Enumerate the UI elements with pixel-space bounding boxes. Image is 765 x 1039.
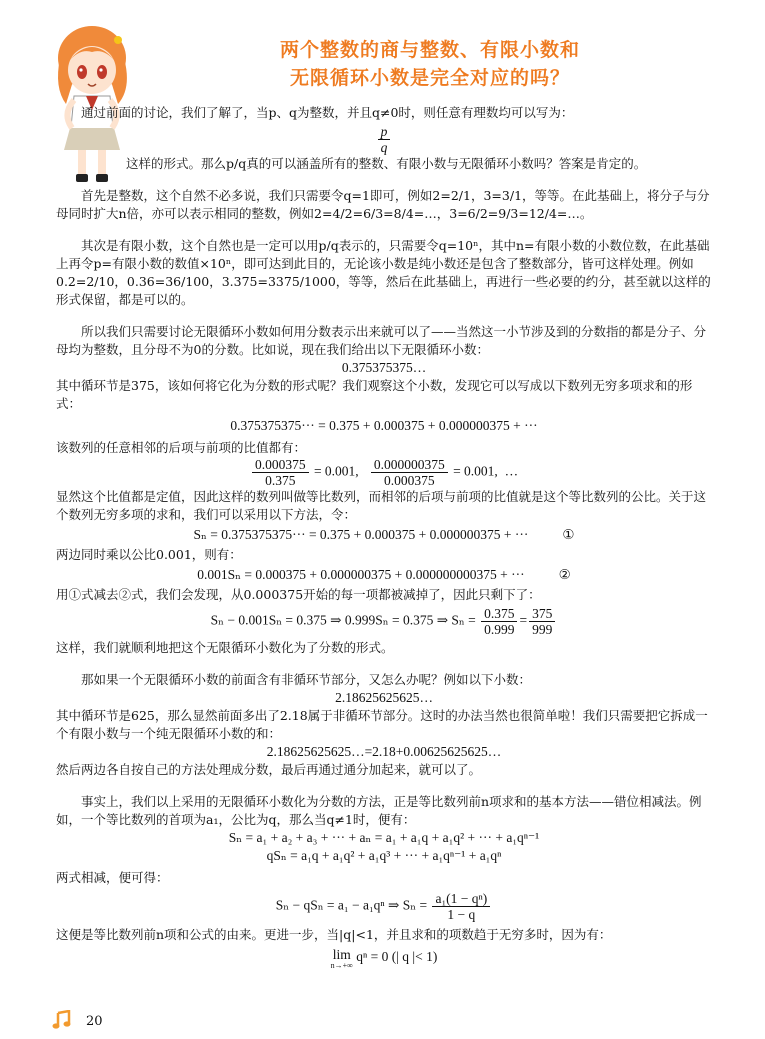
page-title [150,36,710,92]
subtract-paragraph-2: 两式相减，便可得： [56,870,169,885]
ratio-ellipsis: … [504,463,519,479]
eq3-frac-1-num: 0.375 [481,606,517,622]
multiply-paragraph: 两边同时乘以公比0.001，则有： [56,547,242,562]
limit-expression: qⁿ = 0 (| q |< 1) [356,949,438,964]
equation-2 [56,566,712,584]
ratio-intro: 该数列的任意相邻的后项与前项的比值都有： [56,440,307,455]
mixed-conclusion: 然后两边各自按自己的方法处理成分数，最后再通过通分加起来，就可以了。 [56,762,482,777]
repeating-explanation: 其中循环节是375，该如何将它化为分数的形式呢？我们观察这个小数，发现它可以写成以下数列无穷多项求和的形式： [56,378,693,411]
equation-3: Sₙ − 0.001Sₙ = 0.375 ⇒ 0.999Sₙ = 0.375 ⇒ Sₙ = $\frac{0.375}{0.999}$ = $\frac{375}{999}$ [56,606,712,637]
ratio-2-num: 0.000000375 [371,457,448,473]
equation-final-left: Sₙ − qSₙ = a₁ − a₁qⁿ ⇒ Sₙ = [275,897,428,913]
music-note-icon [52,1010,72,1030]
repeating-decimal-paragraph: 所以我们只需要讨论无限循环小数如何用分数表示出来就可以了——当然这一小节涉及到的分数指的都是分子、分母均为整数，且分母不为0的分数。比如说，现在我们给出以下无限循环小数： [56,324,707,357]
finite-decimal-paragraph: 其次是有限小数，这个自然也是一定可以用p/q表示的，只需要令q=10ⁿ，其中n=有限小数的小数位数，在此基础上再令p=有限小数的数值×10ⁿ，即可达到此目的，无论该小数是纯小数还是包含了整数部分，皆可这样处理。例如0.2=2/10，0.36=36/100，3.375=3375/1000，等等，然后在此基础上，再进行一些必要的约分，甚至就以这样的形式保留，都是可以的。 [56,238,711,307]
integer-paragraph: 首先是整数，这个自然不必多说，我们只需要令q=1即可，例如2=2/1，3=3/1，等等。在此基础上，将分子与分母同时扩大n倍，亦可以表示相同的整数，例如2=4/2=6/3=8/4=…，3=6/2=9/3=12/4=…。 [56,188,710,221]
geometric-paragraph: 显然这个比值都是定值，因此这样的数列叫做等比数列，而相邻的后项与前项的比值就是这个等比数列的公比。关于这个数列无穷多项的求和，我们可以采用以下方法，令： [56,489,707,522]
title-line-1: 两个整数的商与整数、有限小数和 [279,39,580,61]
equation-ratios [56,457,712,488]
intro-paragraph: 通过前面的讨论，我们了解了，当p、q为整数，并且q≠0时，则任意有理数均可以写为： [81,105,574,120]
equation-1 [56,526,712,544]
eq3-frac-2-num: 375 [529,606,555,622]
equation-2-tag: ② [558,567,571,582]
limit-word: lim [332,947,351,962]
equation-1-tag: ① [562,527,575,542]
equation-final [56,891,712,922]
example-decimal-split: 2.18625625625…=2.18+0.00625625625… [266,744,502,759]
ratio-1-result: = 0.001, [313,463,359,479]
ratio-1-den: 0.375 [265,473,296,488]
eq3-frac-1-den: 0.999 [484,622,515,637]
final-frac-num: a₁(1 − qⁿ) [432,891,490,907]
equation-2-body: 0.001Sₙ = 0.000375 + 0.000000375 + 0.000000000375 + ··· [197,567,525,582]
mixed-decimal-paragraph: 那如果一个无限循环小数的前面含有非循环节部分，又怎么办呢？例如以下小数： [81,672,532,687]
page-number: 20 [86,1014,103,1029]
equation-3-left: Sₙ − 0.001Sₙ = 0.375 ⇒ 0.999Sₙ = 0.375 ⇒ Sₙ = [210,612,476,628]
frac-p: p [378,124,391,140]
eq3-frac-2-den: 999 [532,622,553,637]
ratio-2-den: 0.000375 [383,473,435,488]
final-frac-den: 1 − q [447,907,476,922]
equation-qsn: qSₙ = a₁q + a₁q² + a₁q³ + ··· + a₁qⁿ⁻¹ + a₁qⁿ [266,848,502,863]
equation-sn: Sₙ = a₁ + a₂ + a₃ + ··· + aₙ = a₁ + a₁q + a₁q² + ··· + a₁qⁿ⁻¹ [228,830,540,845]
done-paragraph: 这样，我们就顺利地把这个无限循环小数化为了分数的形式。 [56,640,394,655]
fact-paragraph: 事实上，我们以上采用的无限循环小数化为分数的方法，正是等比数列前n项求和的基本方法——错位相减法。例如，一个等比数列的首项为a₁，公比为q，那么当q≠1时，便有： [56,794,702,827]
fraction-p-over-q [56,124,712,155]
ratio-1-num: 0.000375 [252,457,309,473]
frac-q: q [380,140,388,155]
equation-limit [56,948,712,970]
subtract-paragraph: 用①式减去②式，我们会发现，从0.000375开始的每一项都被减掉了，因此只剩下了： [56,587,541,602]
intro-continuation: 这样的形式。那么p/q真的可以涵盖所有的整数、有限小数与无限循环小数吗？答案是肯定的。 [126,156,647,171]
title-line-2: 无限循环小数是完全对应的吗？ [289,67,570,89]
example-decimal-1: 0.375375375… [341,360,427,375]
article-body [56,104,712,970]
mixed-explanation: 其中循环节是625，那么显然前面多出了2.18属于非循环节部分。这时的办法当然也很简单啦！我们只需要把它拆成一个有限小数与一个纯无限循环小数的和： [56,708,708,741]
equation-1-body: Sₙ = 0.375375375··· = 0.375 + 0.000375 + 0.000000375 + ··· [193,527,529,542]
example-decimal-2: 2.18625625625… [335,690,433,705]
last-paragraph: 这便是等比数列前n项和公式的由来。更进一步，当|q|<1，并且求和的项数趋于无穷多时，因为有： [56,927,612,942]
equation-series-sum: 0.375375375··· = 0.375 + 0.000375 + 0.000000375 + ··· [230,418,538,433]
ratio-2-result: = 0.001, [453,463,498,479]
limit-subscript: n→+∞ [330,961,353,970]
